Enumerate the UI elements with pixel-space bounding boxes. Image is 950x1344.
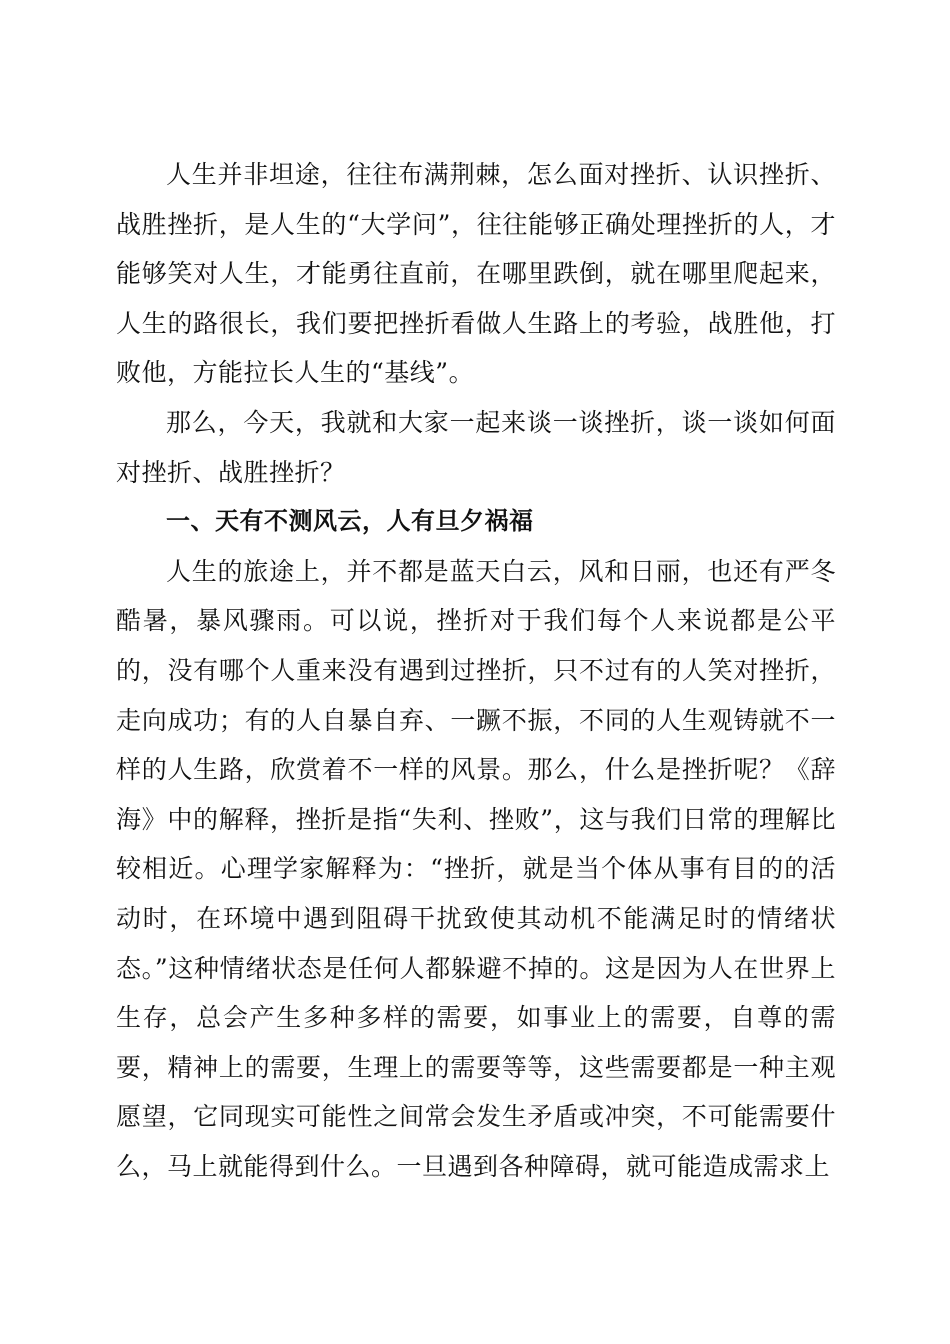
paragraph-intro: 人生并非坦途，往往布满荆棘，怎么面对挫折、认识挫折、战胜挫折，是人生的“大学问”，往往能够正确处理挫折的人，才能够笑对人生，才能勇往直前，在哪里跌倒，就在哪里爬起来，人生的路很长，我们要把挫折看做人生路上的考验，战胜他，打败他，方能拉长人生的“基线”。 (116, 160, 836, 388)
section-heading-1: 一、天有不测风云，人有旦夕祸福 (166, 507, 534, 536)
paragraph-topic: 那么，今天，我就和大家一起来谈一谈挫折，谈一谈如何面对挫折、战胜挫折？ (116, 407, 836, 487)
document-body (116, 150, 836, 1191)
paragraph-section-1: 人生的旅途上，并不都是蓝天白云，风和日丽，也还有严冬酷暑，暴风骤雨。可以说，挫折对于我们每个人来说都是公平的，没有哪个人重来没有遇到过挫折，只不过有的人笑对挫折，走向成功；有的人自暴自弃、一蹶不振，不同的人生观铸就不一样的人生路，欣赏着不一样的风景。那么，什么是挫折呢？《辞海》中的解释，挫折是指“失利、挫败”，这与我们日常的理解比较相近。心理学家解释为：“挫折，就是当个体从事有目的的活动时，在环境中遇到阻碍干扰致使其动机不能满足时的情绪状态。”这种情绪状态是任何人都躲避不掉的。这是因为人在世界上生存，总会产生多种多样的需要，如事业上的需要，自尊的需要，精神上的需要，生理上的需要等等，这些需要都是一种主观愿望，它同现实可能性之间常会发生矛盾或冲突，不可能需要什么，马上就能得到什么。一旦遇到各种障碍，就可能造成需求上 (116, 556, 836, 1181)
